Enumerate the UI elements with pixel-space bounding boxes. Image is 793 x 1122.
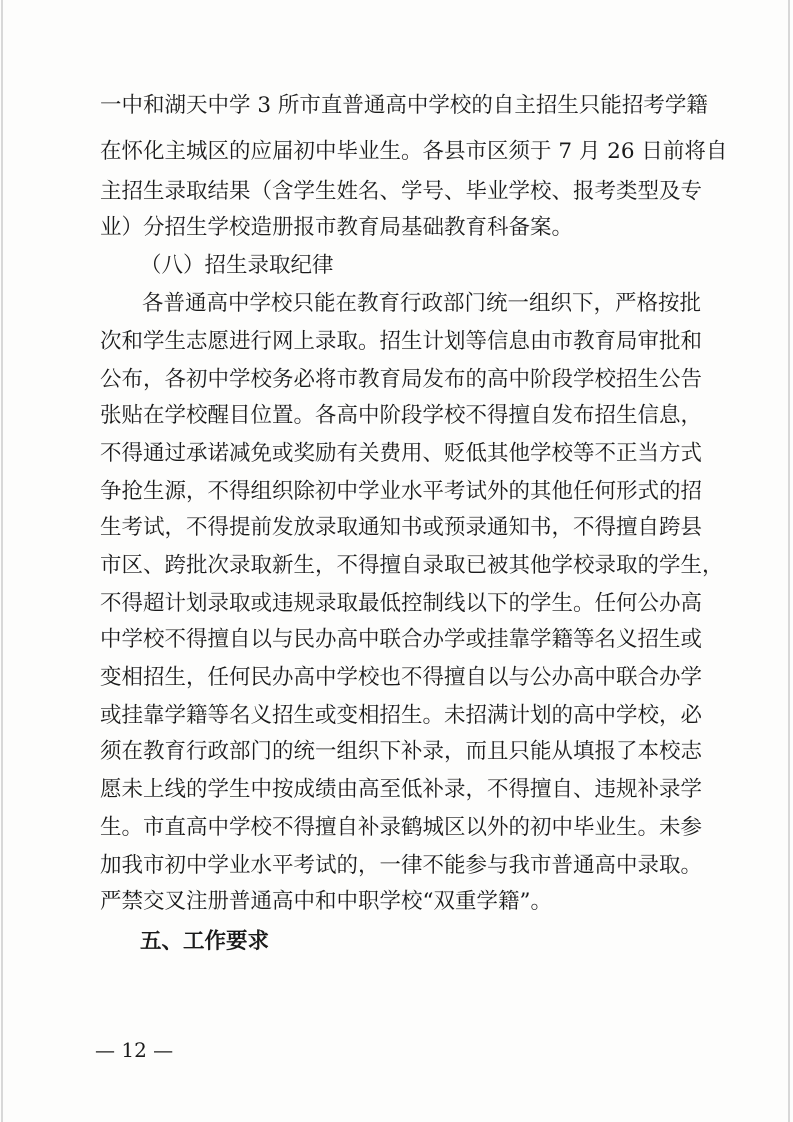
text-line: 中学校不得擅自以与民办高中联合办学或挂靠学籍等名义招生或: [100, 627, 703, 652]
section-heading: （八）招生录取纪律: [140, 253, 334, 278]
text-line: 争抢生源，不得组织除初中学业水平考试外的其他任何形式的招: [100, 479, 703, 504]
text-line: 在怀化主城区的应届初中毕业生。各县市区须于 7 月 26 日前将自: [100, 139, 728, 164]
text-line: 严禁交叉注册普通高中和中职学校“双重学籍”。: [100, 889, 552, 914]
text-line: 市区、跨批次录取新生，不得擅自录取已被其他学校录取的学生，: [100, 553, 724, 578]
text-line: 主招生录取结果（含学生姓名、学号、毕业学校、报考类型及专: [100, 179, 703, 204]
text-line: 不得超计划录取或违规录取最低控制线以下的学生。任何公办高: [100, 591, 703, 616]
text-line: 业）分招生学校造册报市教育局基础教育科备案。: [100, 215, 574, 240]
text-line: 张贴在学校醒目位置。各高中阶段学校不得擅自发布招生信息，: [100, 403, 703, 428]
text-line: 生考试，不得提前发放录取通知书或预录通知书，不得擅自跨县: [100, 515, 703, 540]
text-line: 加我市初中学业水平考试的，一律不能参与我市普通高中录取。: [100, 853, 703, 878]
chapter-heading: 五、工作要求: [140, 929, 270, 954]
text-line: 生。市直高中学校不得擅自补录鹤城区以外的初中毕业生。未参: [100, 815, 703, 840]
text-line: 愿未上线的学生中按成绩由高至低补录，不得擅自、违规补录学: [100, 777, 703, 802]
scan-edge-left: [1, 0, 3, 1122]
text-line: 公布，各初中学校务必将市教育局发布的高中阶段学校招生公告: [100, 367, 703, 392]
text-line: 一中和湖天中学 3 所市直普通高中学校的自主招生只能招考学籍: [100, 93, 708, 118]
text-line: 各普通高中学校只能在教育行政部门统一组织下，严格按批: [142, 291, 702, 316]
text-line: 须在教育行政部门的统一组织下补录，而且只能从填报了本校志: [100, 739, 703, 764]
text-line: 不得通过承诺减免或奖励有关费用、贬低其他学校等不正当方式: [100, 441, 703, 466]
scan-edge-right: [788, 0, 790, 1122]
text-line: 次和学生志愿进行网上录取。招生计划等信息由市教育局审批和: [100, 329, 703, 354]
page-number: — 12 —: [95, 1038, 174, 1062]
text-line: 或挂靠学籍等名义招生或变相招生。未招满计划的高中学校，必: [100, 703, 703, 728]
text-line: 变相招生，任何民办高中学校也不得擅自以与公办高中联合办学: [100, 665, 703, 690]
